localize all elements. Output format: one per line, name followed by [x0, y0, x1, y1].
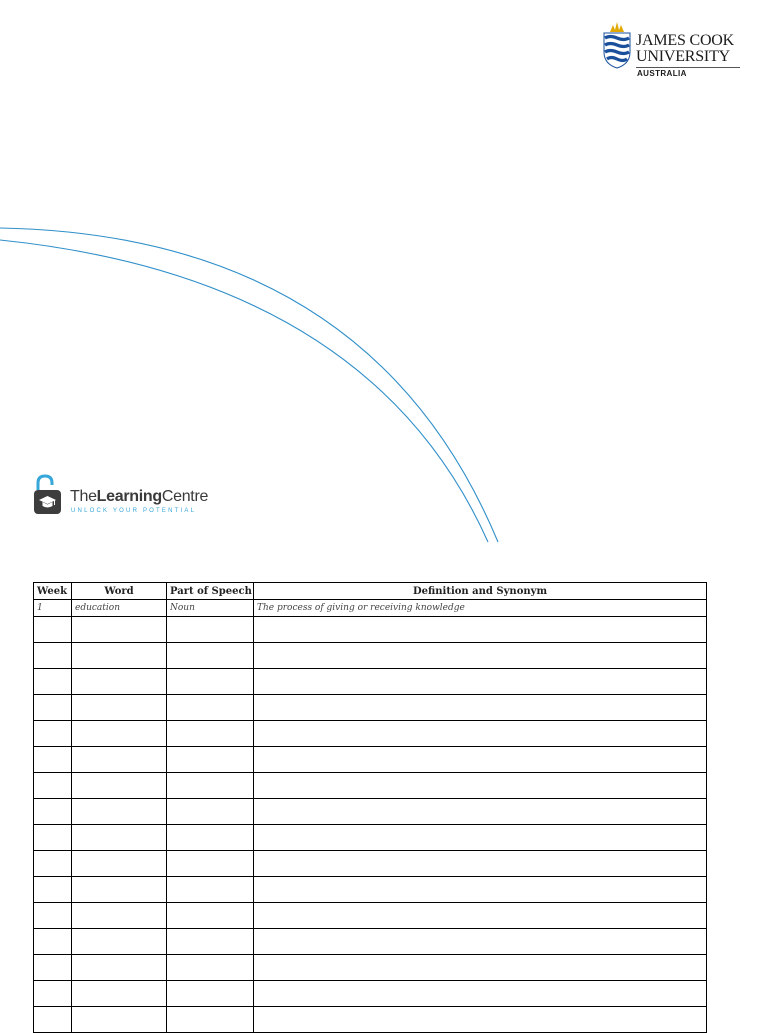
part-of-speech-cell[interactable] — [167, 851, 254, 877]
week-cell[interactable] — [34, 721, 72, 747]
table-row — [34, 747, 707, 773]
week-cell[interactable] — [34, 825, 72, 851]
definition-cell[interactable] — [254, 695, 707, 721]
word-cell[interactable] — [72, 721, 167, 747]
definition-cell[interactable] — [254, 669, 707, 695]
part-of-speech-cell[interactable] — [167, 955, 254, 981]
part-of-speech-cell[interactable] — [167, 669, 254, 695]
example-definition: The process of giving or receiving knowledge — [254, 600, 707, 617]
part-of-speech-cell[interactable] — [167, 747, 254, 773]
definition-cell[interactable] — [254, 955, 707, 981]
definition-cell[interactable] — [254, 1007, 707, 1033]
week-cell[interactable] — [34, 799, 72, 825]
table-row — [34, 1007, 707, 1033]
definition-cell[interactable] — [254, 747, 707, 773]
definition-cell[interactable] — [254, 851, 707, 877]
definition-cell[interactable] — [254, 929, 707, 955]
table-row — [34, 669, 707, 695]
part-of-speech-cell[interactable] — [167, 929, 254, 955]
definition-cell[interactable] — [254, 799, 707, 825]
definition-cell[interactable] — [254, 877, 707, 903]
word-cell[interactable] — [72, 903, 167, 929]
week-cell[interactable] — [34, 1007, 72, 1033]
part-of-speech-cell[interactable] — [167, 721, 254, 747]
header-part-of-speech: Part of Speech — [167, 583, 254, 600]
week-cell[interactable] — [34, 981, 72, 1007]
table-row — [34, 877, 707, 903]
word-cell[interactable] — [72, 851, 167, 877]
week-cell[interactable] — [34, 669, 72, 695]
university-name-line2: UNIVERSITY — [636, 48, 730, 65]
part-of-speech-cell[interactable] — [167, 825, 254, 851]
part-of-speech-cell[interactable] — [167, 799, 254, 825]
week-cell[interactable] — [34, 695, 72, 721]
open-padlock-graduation-cap-icon — [33, 474, 63, 516]
week-cell[interactable] — [34, 929, 72, 955]
week-cell[interactable] — [34, 643, 72, 669]
example-week: 1 — [34, 600, 72, 617]
table-row — [34, 773, 707, 799]
learning-centre-name — [70, 488, 208, 506]
table-row — [34, 929, 707, 955]
table-row — [34, 721, 707, 747]
word-cell[interactable] — [72, 695, 167, 721]
jcu-crest-icon — [602, 18, 632, 70]
week-cell[interactable] — [34, 877, 72, 903]
word-cell[interactable] — [72, 877, 167, 903]
week-cell[interactable] — [34, 955, 72, 981]
definition-cell[interactable] — [254, 825, 707, 851]
definition-cell[interactable] — [254, 981, 707, 1007]
word-cell[interactable] — [72, 669, 167, 695]
word-cell[interactable] — [72, 773, 167, 799]
part-of-speech-cell[interactable] — [167, 981, 254, 1007]
divider — [636, 67, 740, 68]
table-row — [34, 799, 707, 825]
university-country: AUSTRALIA — [637, 69, 687, 78]
word-cell[interactable] — [72, 981, 167, 1007]
example-row — [34, 600, 707, 617]
example-part-of-speech: Noun — [167, 600, 254, 617]
word-cell[interactable] — [72, 747, 167, 773]
week-cell[interactable] — [34, 903, 72, 929]
word-cell[interactable] — [72, 955, 167, 981]
header-week: Week — [34, 583, 72, 600]
table-row — [34, 695, 707, 721]
definition-cell[interactable] — [254, 643, 707, 669]
table-header-row — [34, 583, 707, 600]
table-row — [34, 825, 707, 851]
jcu-logo — [602, 18, 748, 80]
part-of-speech-cell[interactable] — [167, 877, 254, 903]
part-of-speech-cell[interactable] — [167, 617, 254, 643]
example-word: education — [72, 600, 167, 617]
table-row — [34, 851, 707, 877]
definition-cell[interactable] — [254, 721, 707, 747]
part-of-speech-cell[interactable] — [167, 695, 254, 721]
header-definition-synonym: Definition and Synonym — [254, 583, 707, 600]
learning-centre-name-part2: Learning — [96, 488, 162, 505]
table-row — [34, 643, 707, 669]
week-cell[interactable] — [34, 747, 72, 773]
learning-centre-tagline: UNLOCK YOUR POTENTIAL — [71, 508, 197, 514]
table-row — [34, 981, 707, 1007]
header-word: Word — [72, 583, 167, 600]
word-cell[interactable] — [72, 1007, 167, 1033]
table-row — [34, 617, 707, 643]
definition-cell[interactable] — [254, 903, 707, 929]
university-name-line1: JAMES COOK — [636, 32, 735, 49]
week-cell[interactable] — [34, 773, 72, 799]
definition-cell[interactable] — [254, 773, 707, 799]
word-cell[interactable] — [72, 929, 167, 955]
part-of-speech-cell[interactable] — [167, 773, 254, 799]
part-of-speech-cell[interactable] — [167, 903, 254, 929]
table-row — [34, 955, 707, 981]
week-cell[interactable] — [34, 617, 72, 643]
table-row — [34, 903, 707, 929]
definition-cell[interactable] — [254, 617, 707, 643]
part-of-speech-cell[interactable] — [167, 643, 254, 669]
week-cell[interactable] — [34, 851, 72, 877]
learning-centre-name-part1: The — [70, 488, 97, 505]
part-of-speech-cell[interactable] — [167, 1007, 254, 1033]
learning-centre-logo — [33, 474, 233, 520]
word-cell[interactable] — [72, 617, 167, 643]
word-cell[interactable] — [72, 825, 167, 851]
learning-centre-name-part3: Centre — [161, 488, 209, 505]
word-cell[interactable] — [72, 799, 167, 825]
vocabulary-table — [33, 582, 707, 1033]
word-cell[interactable] — [72, 643, 167, 669]
